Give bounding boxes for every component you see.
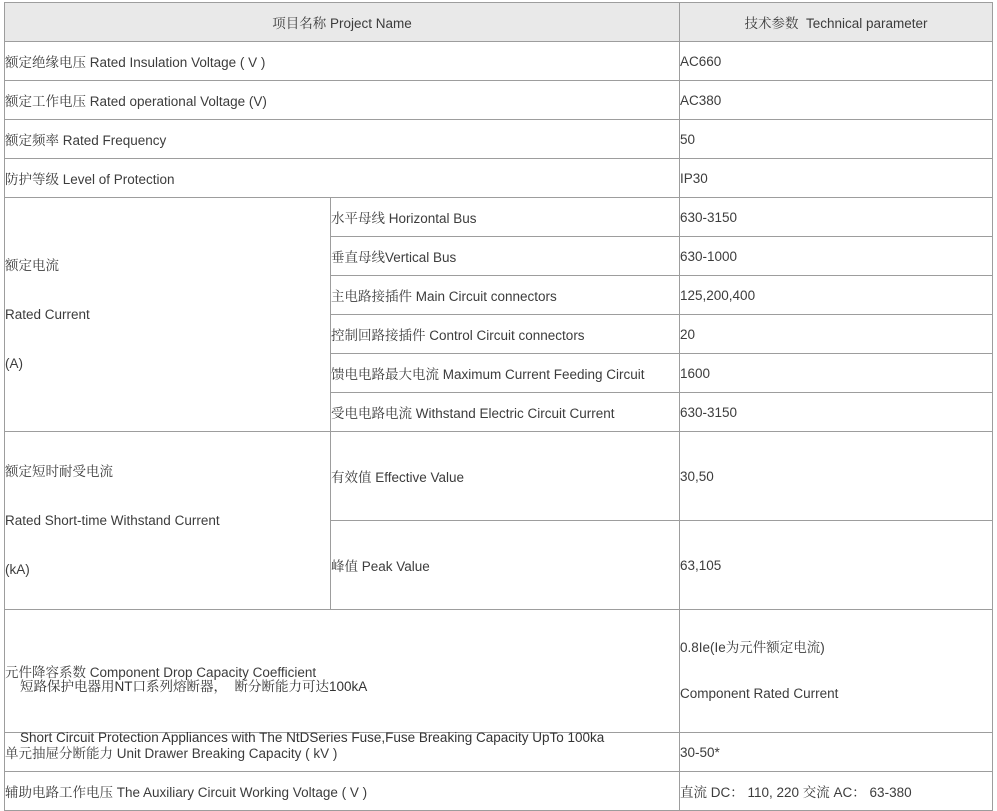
group-label-line: (kA): [5, 562, 30, 577]
param-name-cell: 元件降容系数 Component Drop Capacity Coefficient: [5, 610, 680, 733]
sub-param-name-cell: 峰值 Peak Value: [331, 521, 680, 610]
param-value-cell: 50: [680, 120, 993, 159]
group-label-line: Rated Short-time Withstand Current: [5, 513, 220, 528]
sub-param-name-cell: 有效值 Effective Value: [331, 432, 680, 521]
group-label-line: 额定电流: [5, 258, 59, 273]
param-value-cell: 63,105: [680, 521, 993, 610]
table-row: [5, 159, 993, 198]
param-name-cell: 防护等级 Level of Protection: [5, 159, 680, 198]
param-value-line: 0.8Ie(Ie为元件额定电流): [680, 640, 825, 655]
sub-param-name-cell: 受电电路电流 Withstand Electric Circuit Current: [331, 393, 680, 432]
sub-param-name-cell: 馈电电路最大电流 Maximum Current Feeding Circuit: [331, 354, 680, 393]
footnote: [20, 644, 604, 780]
header-project-name: 项目名称 Project Name: [5, 3, 680, 42]
sub-param-name-cell: 控制回路接插件 Control Circuit connectors: [331, 315, 680, 354]
footnote-line-cn: 短路保护电器用NT口系列熔断器， 断分断能力可达100kA: [20, 679, 368, 694]
param-name-cell: 额定绝缘电压 Rated Insulation Voltage ( V ): [5, 42, 680, 81]
table-row: [5, 120, 993, 159]
table-row: [5, 81, 993, 120]
sub-param-name-cell: 主电路接插件 Main Circuit connectors: [331, 276, 680, 315]
param-value-cell: AC380: [680, 81, 993, 120]
table-row: [5, 42, 993, 81]
param-value-line: Component Rated Current: [680, 686, 839, 701]
sub-param-name-cell: 垂直母线Vertical Bus: [331, 237, 680, 276]
param-value-cell: 直流 DC： 110, 220 交流 AC： 63-380: [680, 772, 993, 811]
sub-param-name-cell: 水平母线 Horizontal Bus: [331, 198, 680, 237]
group-label-line: (A): [5, 356, 23, 371]
param-name-cell: 额定工作电压 Rated operational Voltage (V): [5, 81, 680, 120]
group-label-cell: [5, 198, 331, 432]
param-value-cell: 20: [680, 315, 993, 354]
param-value-cell: 125,200,400: [680, 276, 993, 315]
param-name-cell: 单元抽屉分断能力 Unit Drawer Breaking Capacity ( kV ): [5, 733, 680, 772]
group-label-cell: [5, 432, 331, 610]
param-value-cell: 1600: [680, 354, 993, 393]
param-value-cell: 30,50: [680, 432, 993, 521]
param-name-cell: 额定频率 Rated Frequency: [5, 120, 680, 159]
table-row: [5, 432, 993, 521]
param-value-cell: 630-3150: [680, 198, 993, 237]
table-row: [5, 198, 993, 237]
param-name-cell: 辅助电路工作电压 The Auxiliary Circuit Working Voltage ( V ): [5, 772, 680, 811]
param-value-cell: IP30: [680, 159, 993, 198]
param-value-cell: 630-3150: [680, 393, 993, 432]
group-label-line: 额定短时耐受电流: [5, 464, 113, 479]
param-value-cell: 30-50*: [680, 733, 993, 772]
table-header-row: [5, 3, 993, 42]
header-technical-parameter: 技术参数 Technical parameter: [680, 3, 993, 42]
group-label-line: Rated Current: [5, 307, 90, 322]
param-value-cell: AC660: [680, 42, 993, 81]
param-value-cell: 630-1000: [680, 237, 993, 276]
param-value-cell: [680, 610, 993, 733]
footnote-line-en: Short Circuit Protection Appliances with The NtDSeries Fuse,Fuse Breaking Capacity UpTo 100ka: [20, 730, 605, 745]
